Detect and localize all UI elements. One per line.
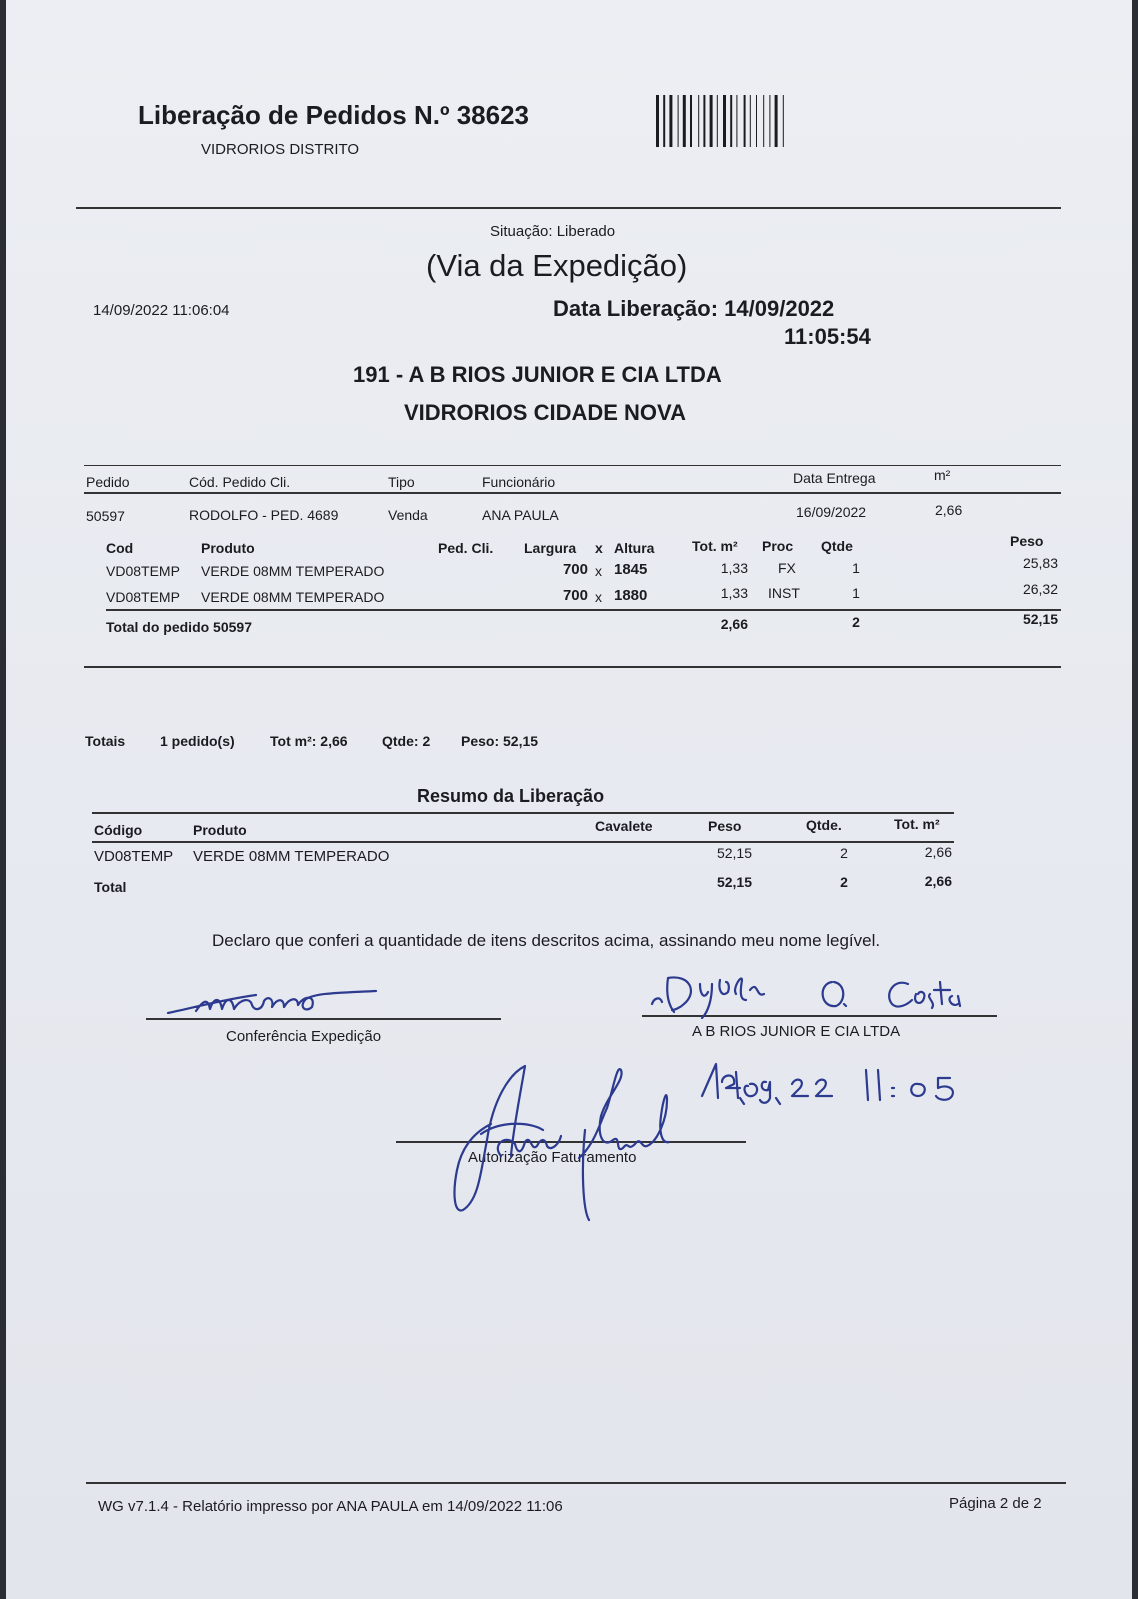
order-total-qtde: 2 (852, 614, 860, 630)
barcode-bar (783, 95, 784, 147)
items-col-produto: Produto (201, 540, 255, 556)
summary-row-codigo: VD08TEMP (94, 848, 174, 865)
summary-total-tot-m2: 2,66 (924, 873, 952, 889)
summary-row-produto: VERDE 08MM TEMPERADO (193, 848, 390, 865)
declaration-text: Declaro que conferi a quantidade de itens descritos acima, assinando meu nome legível. (212, 931, 881, 950)
order-total-peso: 52,15 (1022, 611, 1058, 627)
item-1-largura: 700 (562, 561, 588, 578)
col-tipo: Tipo (388, 474, 415, 490)
item-2-largura: 700 (562, 587, 588, 604)
item-1-proc: FX (778, 560, 796, 576)
order-number: 50597 (86, 508, 125, 524)
summary-row-tot-m2: 2,66 (924, 844, 952, 860)
col-cod-pedido-cli: Cód. Pedido Cli. (189, 474, 291, 490)
barcode-bar (763, 95, 764, 147)
item-2-cod: VD08TEMP (106, 589, 180, 605)
items-col-largura: Largura (524, 540, 577, 556)
barcode-bar (730, 95, 732, 147)
handwritten-signature-client (646, 970, 996, 1020)
totals-m2: Tot m²: 2,66 (270, 733, 348, 749)
items-col-tot-m2: Tot. m² (692, 538, 738, 554)
barcode-bar (756, 95, 757, 147)
order-bottom-rule (84, 666, 1061, 668)
col-m2: m² (934, 467, 951, 483)
barcode-bar (690, 95, 692, 147)
barcode-bar (717, 95, 718, 147)
barcode-bar (683, 95, 686, 147)
summary-col-cavalete: Cavalete (595, 818, 653, 834)
print-datetime: 14/09/2022 11:06:04 (93, 302, 230, 319)
handwritten-date (696, 1058, 986, 1106)
items-total-rule (106, 609, 1061, 611)
summary-col-qtde: Qtde. (806, 817, 842, 833)
summary-total-label: Total (94, 879, 127, 895)
barcode-bar (678, 95, 679, 147)
header-divider (76, 207, 1061, 209)
signature-label-expedicao: Conferência Expedição (226, 1028, 382, 1045)
barcode-bar (698, 95, 699, 147)
barcode-bar (736, 95, 737, 147)
signature-label-client: A B RIOS JUNIOR E CIA LTDA (692, 1023, 901, 1040)
summary-row-qtde: 2 (840, 845, 848, 861)
client-order-code: RODOLFO - PED. 4689 (189, 507, 339, 523)
col-funcionario: Funcionário (482, 474, 556, 490)
item-2-qtde: 1 (852, 585, 860, 601)
release-date: Data Liberação: 14/09/2022 (553, 296, 835, 321)
summary-col-codigo: Código (94, 822, 143, 838)
barcode-bar (750, 95, 751, 147)
handwritten-signature-faturamento (451, 1060, 701, 1220)
item-1-peso: 25,83 (1022, 555, 1058, 571)
summary-total-qtde: 2 (840, 874, 848, 890)
barcode-bar (669, 95, 672, 147)
barcode-bar (723, 95, 726, 147)
items-col-ped-cli: Ped. Cli. (438, 540, 494, 556)
client-name: 191 - A B RIOS JUNIOR E CIA LTDA (353, 362, 722, 387)
order-header-top-rule (84, 465, 1061, 466)
footer-report-info: WG v7.1.4 - Relatório impresso por ANA PAULA em 14/09/2022 11:06 (98, 1498, 563, 1515)
summary-row-peso: 52,15 (716, 845, 752, 861)
item-2-proc: INST (768, 585, 800, 601)
summary-title: Resumo da Liberação (417, 786, 605, 806)
document-page (6, 0, 1132, 1599)
summary-total-peso: 52,15 (716, 874, 752, 890)
totals-qtde: Qtde: 2 (382, 733, 431, 749)
summary-top-rule (92, 812, 954, 814)
barcode-bar (703, 95, 705, 147)
order-total-label: Total do pedido 50597 (106, 619, 252, 635)
item-1-produto: VERDE 08MM TEMPERADO (201, 563, 385, 579)
order-total-m2: 2,66 (720, 616, 748, 632)
company-short-name: VIDRORIOS DISTRITO (201, 141, 360, 158)
col-data-entrega: Data Entrega (793, 470, 876, 486)
items-col-x: x (595, 540, 603, 556)
col-pedido: Pedido (86, 474, 130, 490)
document-title: Liberação de Pedidos N.º 38623 (138, 100, 529, 130)
order-header-rule (84, 492, 1061, 494)
delivery-date: 16/09/2022 (796, 504, 867, 520)
item-1-x: x (595, 563, 602, 579)
barcode-graphic (656, 95, 834, 147)
signature-label-faturamento: Autorização Faturamento (468, 1149, 637, 1166)
items-col-cod: Cod (106, 540, 134, 556)
barcode-bar (663, 95, 665, 147)
item-1-cod: VD08TEMP (106, 563, 180, 579)
item-2-peso: 26,32 (1022, 581, 1058, 597)
copy-type: (Via da Expedição) (426, 248, 688, 283)
employee-name: ANA PAULA (482, 507, 559, 523)
summary-col-tot-m2: Tot. m² (894, 816, 940, 832)
barcode-bar (775, 95, 778, 147)
order-type: Venda (388, 507, 428, 523)
store-name: VIDRORIOS CIDADE NOVA (404, 400, 686, 425)
totals-label: Totais (85, 733, 126, 749)
items-col-peso: Peso (1010, 533, 1044, 549)
footer-rule (86, 1482, 1066, 1484)
item-2-tot-m2: 1,33 (720, 585, 748, 601)
barcode (656, 95, 834, 147)
item-2-produto: VERDE 08MM TEMPERADO (201, 589, 385, 605)
summary-header-rule (92, 841, 954, 843)
items-col-proc: Proc (762, 538, 794, 554)
footer-page-number: Página 2 de 2 (949, 1495, 1042, 1512)
totals-peso: Peso: 52,15 (461, 733, 539, 749)
barcode-bar (769, 95, 770, 147)
totals-pedidos: 1 pedido(s) (160, 733, 235, 749)
item-2-x: x (595, 589, 602, 605)
status-text: Situação: Liberado (490, 223, 616, 240)
items-col-qtde: Qtde (821, 538, 853, 554)
item-2-altura: 1880 (614, 587, 648, 604)
barcode-bar (744, 95, 746, 147)
summary-col-produto: Produto (193, 822, 247, 838)
item-1-altura: 1845 (614, 561, 648, 578)
item-1-tot-m2: 1,33 (720, 560, 748, 576)
release-time: 11:05:54 (784, 324, 871, 349)
item-1-qtde: 1 (852, 560, 860, 576)
order-m2: 2,66 (935, 502, 963, 518)
items-col-altura: Altura (614, 540, 655, 556)
handwritten-signature-expedicao (166, 985, 386, 1025)
barcode-bar (656, 95, 659, 147)
barcode-bar (710, 95, 713, 147)
summary-col-peso: Peso (708, 818, 742, 834)
